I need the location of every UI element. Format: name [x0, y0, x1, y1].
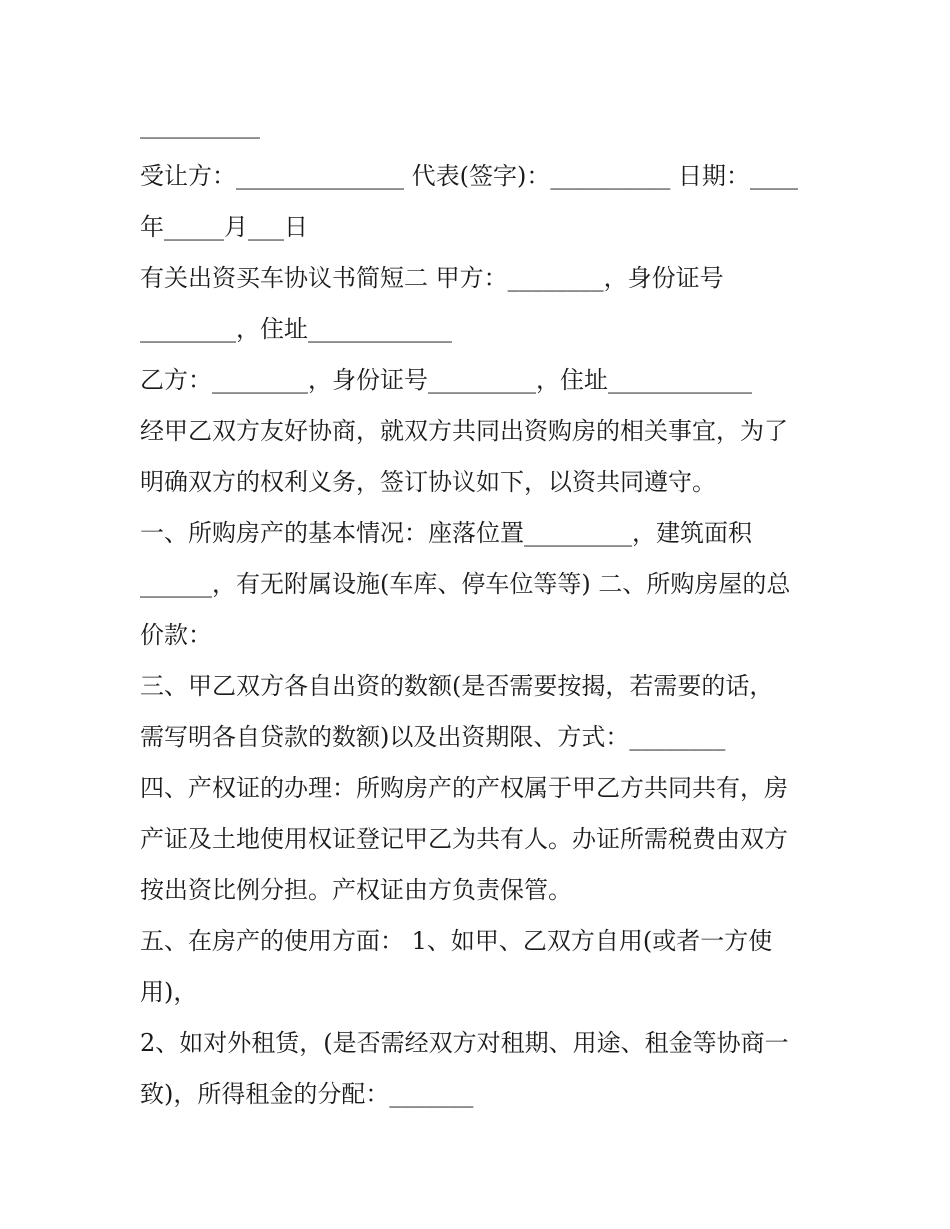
text-line: 产证及土地使用权证登记甲乙为共有人。办证所需税费由双方: [140, 825, 788, 853]
text-line: 乙方：________，身份证号_________，住址____________: [140, 366, 752, 394]
text-line: 三、甲乙双方各自出资的数额(是否需要按揭，若需要的话，: [140, 672, 774, 700]
text-line: ________，住址____________: [140, 315, 452, 343]
text-line: 有关出资买车协议书简短二 甲方：________，身份证号: [140, 264, 724, 292]
text-line: 四、产权证的办理：所购房产的产权属于甲乙方共同共有，房: [140, 774, 788, 802]
text-line: ______，有无附属设施(车库、停车位等等) 二、所购房屋的总: [140, 570, 791, 598]
text-line: 需写明各自贷款的数额)以及出资期限、方式：________: [140, 723, 726, 751]
text-line: 按出资比例分担。产权证由方负责保管。: [140, 876, 572, 904]
text-line: 经甲乙双方友好协商，就双方共同出资购房的相关事宜，为了: [140, 417, 788, 445]
text-line: 一、所购房产的基本情况：座落位置_________，建筑面积: [140, 519, 752, 547]
text-line: 用)，: [140, 978, 198, 1006]
text-line: 年_____月___日: [140, 213, 308, 241]
text-line: 明确双方的权利义务，签订协议如下，以资共同遵守。: [140, 468, 716, 496]
text-line: 受让方：______________ 代表(签字)：__________ 日期：____: [140, 162, 798, 190]
text-line: 价款：: [140, 621, 212, 649]
text-line: 五、在房产的使用方面： 1、如甲、乙双方自用(或者一方使: [140, 927, 773, 955]
text-line: __________: [140, 111, 260, 139]
text-line: 2、如对外租赁，(是否需经双方对租期、用途、租金等协商一: [140, 1029, 789, 1057]
text-line: 致)，所得租金的分配：_______: [140, 1080, 474, 1108]
document-body: [140, 100, 820, 1120]
